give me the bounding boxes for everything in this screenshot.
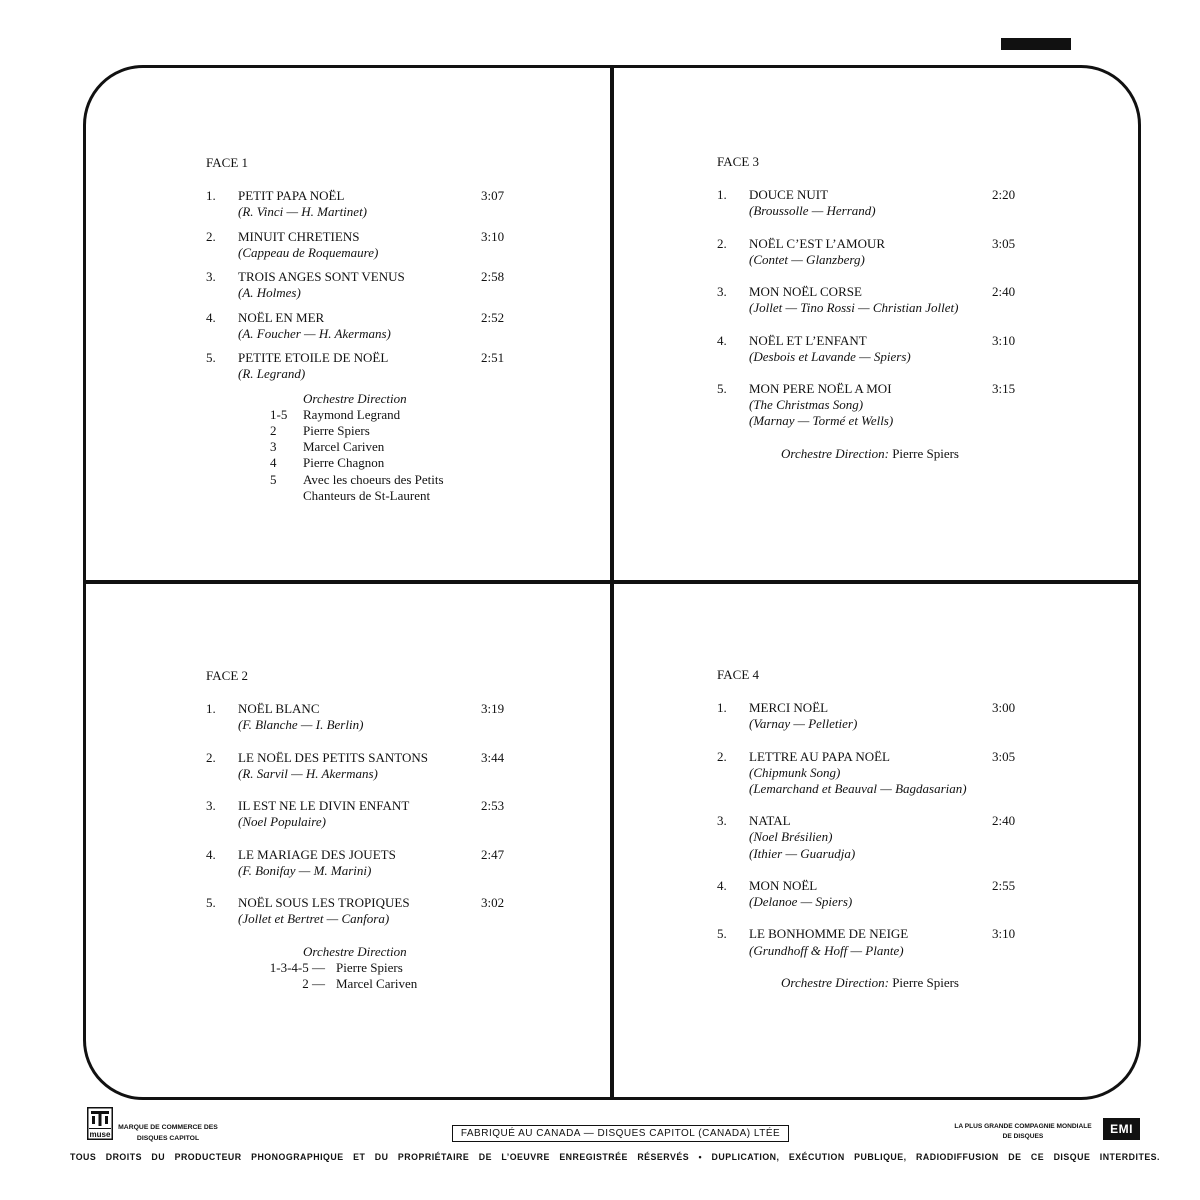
track-duration: 3:10 bbox=[992, 332, 1016, 348]
track bbox=[717, 749, 1117, 798]
track bbox=[206, 798, 596, 830]
orchestra-tracks: 3 bbox=[270, 439, 277, 455]
orchestra-row bbox=[206, 407, 596, 423]
track-title: LE NOËL DES PETITS SANTONS bbox=[238, 749, 428, 765]
track-credits: (Grundhoff & Hoff — Plante) bbox=[749, 942, 904, 958]
track bbox=[717, 284, 1117, 316]
orchestra-credits bbox=[206, 391, 596, 504]
track bbox=[206, 188, 596, 220]
track-credits: (Desbois et Lavande — Spiers) bbox=[749, 348, 911, 364]
orchestra-label: Orchestre Direction: bbox=[781, 445, 889, 461]
orchestra-row bbox=[206, 960, 596, 976]
track-subtitle: (The Christmas Song) bbox=[749, 397, 864, 413]
orchestra-conductor: Pierre Chagnon bbox=[303, 455, 385, 471]
face-label: FACE 2 bbox=[206, 668, 249, 683]
orchestra-tracks: 2 — bbox=[302, 975, 325, 991]
track-credits: (R. Sarvil — H. Akermans) bbox=[238, 765, 378, 781]
track-number: 2. bbox=[717, 235, 727, 251]
orchestra-row bbox=[206, 439, 596, 455]
track-duration: 2:52 bbox=[481, 309, 505, 325]
track-duration: 3:10 bbox=[481, 228, 505, 244]
track-duration: 2:40 bbox=[992, 813, 1016, 829]
track-duration: 2:55 bbox=[992, 877, 1016, 893]
track-number: 5. bbox=[717, 381, 727, 396]
track-title: NOËL C’EST L’AMOUR bbox=[749, 235, 886, 251]
orchestra-row bbox=[206, 455, 596, 471]
orchestra-conductor: Pierre Spiers bbox=[336, 959, 403, 975]
track-title: PETIT PAPA NOËL bbox=[238, 188, 345, 203]
track-title: DOUCE NUIT bbox=[749, 187, 829, 202]
track-duration: 3:19 bbox=[481, 701, 505, 716]
track-number: 4. bbox=[206, 309, 216, 325]
track-credits: (F. Bonifay — M. Marini) bbox=[238, 862, 372, 878]
orchestra-credits bbox=[717, 446, 1117, 462]
track-title: MON NOËL bbox=[749, 877, 818, 893]
track-number: 5. bbox=[717, 926, 727, 942]
made-in-canada-box: FABRIQUÉ AU CANADA — DISQUES CAPITOL (CANADA) LTÉE bbox=[452, 1125, 789, 1142]
track-title: MON NOËL CORSE bbox=[749, 284, 862, 299]
track-duration: 2:51 bbox=[481, 350, 505, 365]
track-credits: (Varnay — Pelletier) bbox=[749, 716, 858, 732]
track-number: 4. bbox=[717, 332, 727, 348]
horizontal-divider bbox=[83, 580, 1141, 584]
track-number: 5. bbox=[206, 895, 216, 910]
orchestra-tracks: 5 bbox=[270, 471, 277, 487]
track-credits: (Broussolle — Herrand) bbox=[749, 203, 876, 219]
track-title: MON PERE NOËL A MOI bbox=[749, 381, 892, 396]
track-duration: 3:05 bbox=[992, 235, 1016, 251]
face-4-panel bbox=[717, 667, 1117, 991]
orchestra-tracks: 1-3-4-5 — bbox=[269, 959, 325, 975]
orchestra-credits bbox=[717, 975, 1117, 991]
track-duration: 3:07 bbox=[481, 188, 505, 203]
track-title: NOËL BLANC bbox=[238, 701, 320, 716]
track bbox=[717, 333, 1117, 365]
orchestra-label: Orchestre Direction: bbox=[781, 974, 889, 990]
track-subtitle: (Noel Brésilien) bbox=[749, 829, 833, 845]
face-label: FACE 4 bbox=[717, 667, 760, 682]
track-credits: (R. Vinci — H. Martinet) bbox=[238, 204, 368, 220]
track bbox=[717, 381, 1117, 430]
emi-logo: EMI bbox=[1103, 1118, 1140, 1140]
track-duration: 3:05 bbox=[992, 748, 1016, 764]
track-credits: (A. Holmes) bbox=[238, 285, 301, 301]
track-number: 4. bbox=[206, 846, 216, 862]
track-number: 1. bbox=[717, 700, 727, 715]
track-credits: (Contet — Glanzberg) bbox=[749, 251, 865, 267]
track-title: LE BONHOMME DE NEIGE bbox=[749, 926, 909, 942]
rights-notice: TOUS DROITS DU PRODUCTEUR PHONOGRAPHIQUE ET DU PROPRIÉTAIRE DE L’OEUVRE ENREGISTRÉE RÉSERVÉS • DUPLICATION, EXÉCUTION PUBLIQUE, RADIODIFFUSION DE CE DISQUE INTERDITES. bbox=[70, 1152, 1160, 1162]
orchestra-tracks: 1-5 bbox=[270, 406, 288, 422]
emi-tagline bbox=[948, 1122, 1098, 1142]
track-credits: (R. Legrand) bbox=[238, 366, 306, 382]
track-title: NATAL bbox=[749, 813, 791, 829]
track bbox=[206, 350, 596, 382]
orchestra-row bbox=[206, 423, 596, 439]
track-credits: (Delanoe — Spiers) bbox=[749, 894, 853, 910]
track-duration: 3:02 bbox=[481, 895, 505, 910]
track-number: 2. bbox=[206, 749, 216, 765]
track-credits: (A. Foucher — H. Akermans) bbox=[238, 325, 391, 341]
orchestra-conductor-continued: Chanteurs de St-Laurent bbox=[303, 487, 431, 503]
orchestra-heading: Orchestre Direction bbox=[303, 390, 407, 406]
track-duration: 3:10 bbox=[992, 926, 1016, 942]
track bbox=[717, 926, 1117, 958]
track bbox=[717, 878, 1117, 910]
track-title: PETITE ETOILE DE NOËL bbox=[238, 350, 389, 365]
track-credits: (F. Blanche — I. Berlin) bbox=[238, 717, 364, 733]
track-title: TROIS ANGES SONT VENUS bbox=[238, 269, 405, 284]
track-credits: (Ithier — Guarudja) bbox=[749, 845, 856, 861]
track bbox=[206, 310, 596, 342]
track-duration: 3:44 bbox=[481, 749, 505, 765]
track-credits: (Noel Populaire) bbox=[238, 814, 326, 830]
track-number: 4. bbox=[717, 877, 727, 893]
track-number: 1. bbox=[206, 188, 216, 203]
orchestra-conductor: Pierre Spiers bbox=[892, 974, 959, 990]
track-duration: 3:00 bbox=[992, 700, 1016, 715]
orchestra-row bbox=[206, 976, 596, 992]
track-number: 1. bbox=[206, 701, 216, 716]
top-black-bar bbox=[1001, 38, 1071, 50]
track bbox=[717, 236, 1117, 268]
track-number: 1. bbox=[717, 187, 727, 202]
track-duration: 2:53 bbox=[481, 798, 505, 813]
track-title: LE MARIAGE DES JOUETS bbox=[238, 846, 396, 862]
track-credits: (Jollet — Tino Rossi — Christian Jollet) bbox=[749, 300, 959, 316]
orchestra-conductor: Marcel Cariven bbox=[336, 975, 418, 991]
track-duration: 2:47 bbox=[481, 846, 505, 862]
track-number: 2. bbox=[717, 748, 727, 764]
face-label: FACE 1 bbox=[206, 155, 249, 170]
track bbox=[206, 847, 596, 879]
orchestra-tracks: 2 bbox=[270, 422, 277, 438]
track-number: 2. bbox=[206, 228, 216, 244]
muse-logo-text: muse bbox=[89, 1130, 111, 1139]
track-subtitle: (Chipmunk Song) bbox=[749, 764, 841, 780]
orchestra-conductor: Pierre Spiers bbox=[892, 445, 959, 461]
track bbox=[717, 187, 1117, 219]
trademark-line-2: DISQUES CAPITOL bbox=[136, 1135, 200, 1142]
track-title: IL EST NE LE DIVIN ENFANT bbox=[238, 798, 410, 813]
track bbox=[717, 700, 1117, 732]
track-title: MERCI NOËL bbox=[749, 700, 829, 715]
orchestra-conductor: Marcel Cariven bbox=[303, 439, 385, 455]
track bbox=[206, 701, 596, 733]
emi-tagline-line-2: DE DISQUES bbox=[1002, 1133, 1044, 1140]
track bbox=[206, 269, 596, 301]
track-duration: 2:58 bbox=[481, 269, 505, 284]
face-3-panel bbox=[717, 154, 1117, 462]
track-title: NOËL EN MER bbox=[238, 309, 325, 325]
track-credits: (Lemarchand et Beauval — Bagdasarian) bbox=[749, 780, 967, 796]
track-duration: 2:20 bbox=[992, 187, 1016, 202]
orchestra-tracks: 4 bbox=[270, 455, 277, 471]
track bbox=[206, 750, 596, 782]
track-number: 5. bbox=[206, 350, 216, 365]
track-duration: 2:40 bbox=[992, 284, 1016, 299]
orchestra-conductor: Pierre Spiers bbox=[303, 422, 370, 438]
track-number: 3. bbox=[206, 798, 216, 813]
track-title: NOËL ET L’ENFANT bbox=[749, 332, 867, 348]
emi-tagline-line-1: LA PLUS GRANDE COMPAGNIE MONDIALE bbox=[954, 1123, 1092, 1130]
track-title: NOËL SOUS LES TROPIQUES bbox=[238, 895, 410, 910]
track-number: 3. bbox=[717, 284, 727, 299]
track-credits: (Cappeau de Roquemaure) bbox=[238, 244, 379, 260]
face-2-panel bbox=[206, 668, 596, 992]
orchestra-conductor: Raymond Legrand bbox=[303, 406, 401, 422]
track-title: LETTRE AU PAPA NOËL bbox=[749, 748, 890, 764]
track-number: 3. bbox=[206, 269, 216, 284]
track-credits: (Marnay — Tormé et Wells) bbox=[749, 413, 894, 429]
track bbox=[206, 895, 596, 927]
trademark-line-1: MARQUE DE COMMERCE DES bbox=[118, 1124, 218, 1131]
track bbox=[717, 813, 1117, 862]
track-title: MINUIT CHRETIENS bbox=[238, 228, 360, 244]
muse-logo bbox=[87, 1107, 113, 1140]
trademark-notice bbox=[116, 1122, 220, 1144]
face-label: FACE 3 bbox=[717, 154, 760, 169]
orchestra-row bbox=[206, 472, 596, 488]
orchestra-credits bbox=[206, 944, 596, 993]
track-credits: (Jollet et Bertret — Canfora) bbox=[238, 911, 390, 927]
track bbox=[206, 229, 596, 261]
orchestra-conductor: Avec les choeurs des Petits bbox=[303, 471, 444, 487]
face-1-panel bbox=[206, 155, 596, 504]
orchestra-heading: Orchestre Direction bbox=[303, 943, 407, 959]
track-number: 3. bbox=[717, 813, 727, 829]
track-duration: 3:15 bbox=[992, 381, 1016, 396]
